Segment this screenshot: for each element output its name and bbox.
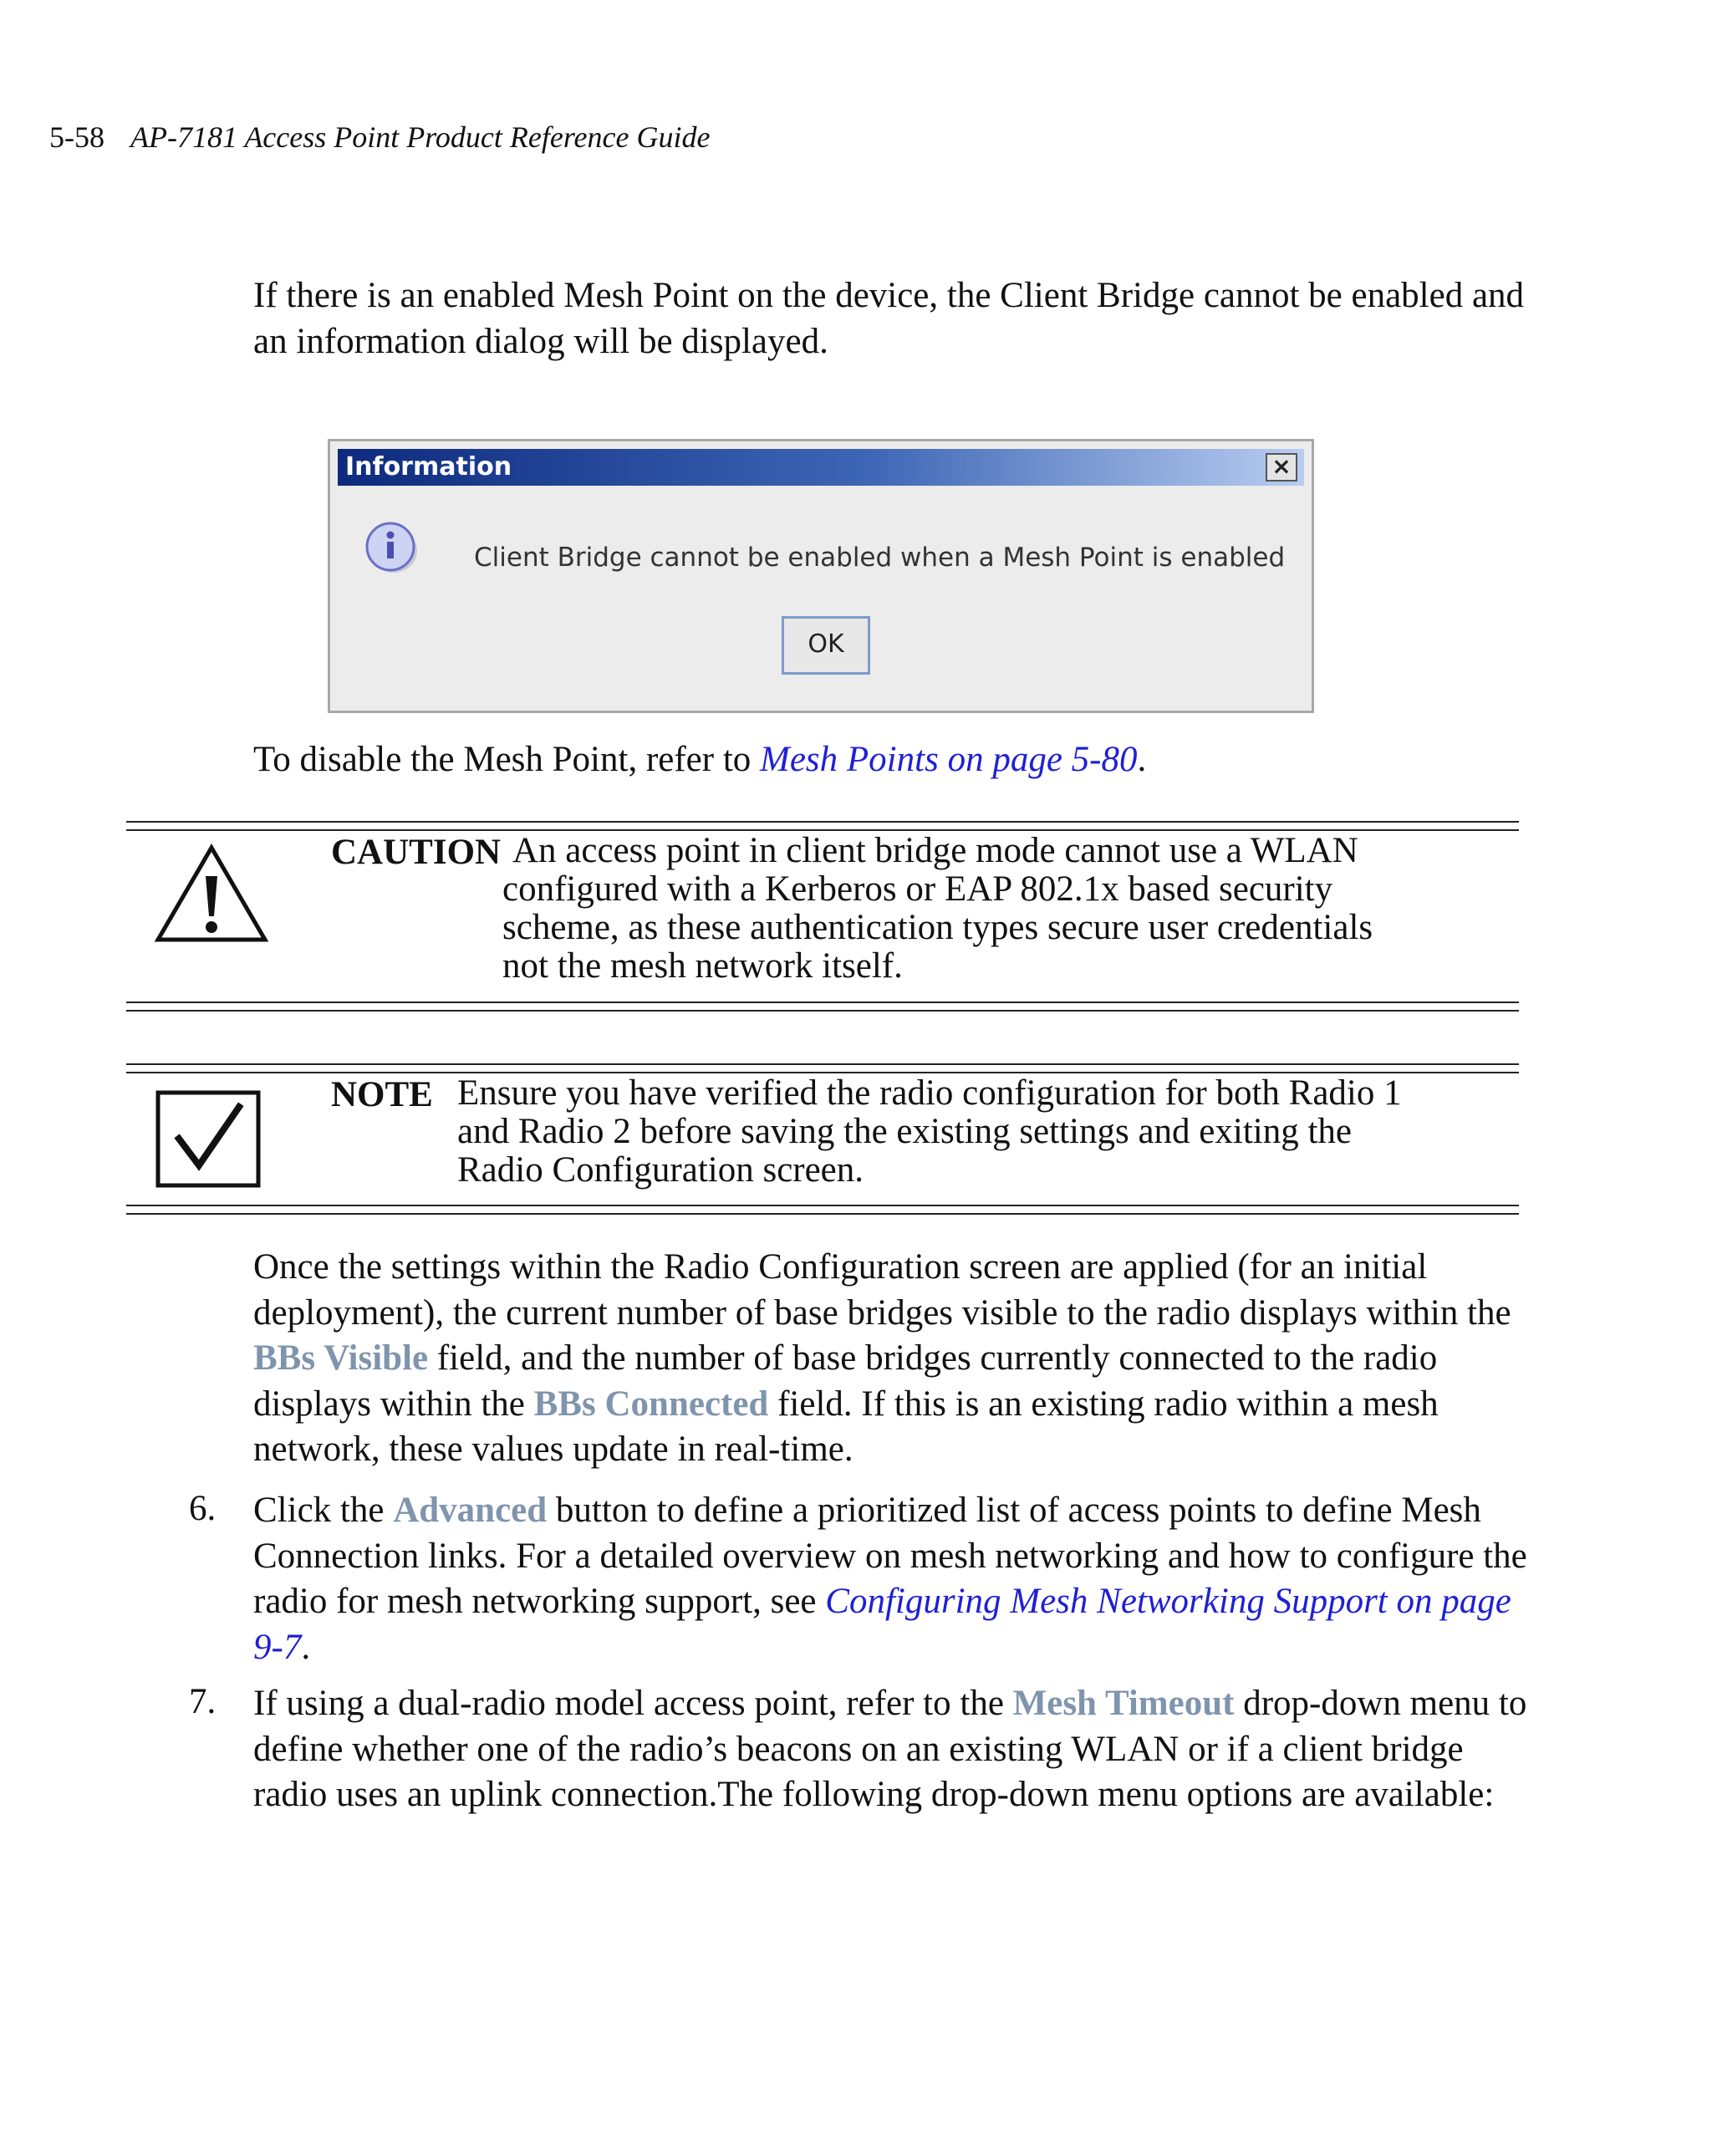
disable-prefix: To disable the Mesh Point, refer to	[253, 740, 761, 779]
warning-triangle-icon	[154, 843, 269, 945]
bbs-connected-term: BBs Connected	[533, 1384, 769, 1424]
step-7-number: 7.	[189, 1682, 217, 1721]
step-6-part-1: Click the	[253, 1491, 394, 1530]
step-6-text	[253, 1488, 1532, 1670]
caution-line-4: not the mesh network itself.	[502, 946, 903, 986]
note-line-3: Radio Configuration screen.	[457, 1150, 864, 1190]
dialog-title: Information	[345, 452, 512, 482]
step-6-part-2: button to define a prioritized list of access points to define Mesh Connection links. For a detailed overview on mesh networking and how to configure the radio for mesh networking support, see	[253, 1491, 1527, 1621]
note-line-1: Ensure you have verified the radio configuration for both Radio 1	[457, 1073, 1402, 1113]
step-6-part-3: .	[301, 1627, 311, 1667]
step-7-part-1: If using a dual-radio model access point, refer to the	[253, 1684, 1013, 1723]
close-icon[interactable]: ×	[1266, 453, 1297, 482]
note-rule-top-1	[126, 1063, 1519, 1065]
disable-paragraph	[253, 737, 1532, 783]
note-rule-bottom-1	[126, 1205, 1519, 1206]
bbs-visible-term: BBs Visible	[253, 1338, 429, 1378]
dialog-titlebar	[338, 449, 1304, 486]
settings-text-2: field, and the number of base bridges currently connected to the radio displays within the	[253, 1338, 1438, 1424]
settings-text-1: Once the settings within the Radio Configuration screen are applied (for an initial deployment), the current number of base bridges visible to the radio displays within the	[253, 1247, 1511, 1333]
disable-suffix: .	[1137, 740, 1147, 779]
caution-text	[502, 831, 1449, 986]
caution-rule-bottom-1	[126, 1002, 1519, 1003]
mesh-timeout-term: Mesh Timeout	[1012, 1684, 1235, 1723]
page-number: 5-58	[49, 120, 104, 154]
caution-label: CAUTION	[331, 833, 502, 872]
caution-line-1: An access point in client bridge mode cannot use a WLAN	[512, 831, 1358, 870]
step-6-number: 6.	[189, 1489, 217, 1528]
ok-button[interactable]: OK	[782, 616, 870, 675]
step-7-text	[253, 1681, 1532, 1818]
step-7-part-2: drop-down menu to define whether one of the radio’s beacons on an existing WLAN or if a client bridge radio uses an uplink connection.The following drop-down menu options are available:	[253, 1684, 1527, 1814]
note-label: NOTE	[331, 1075, 433, 1114]
caution-rule-top-1	[126, 821, 1519, 823]
settings-text-3: field. If this is an existing radio within a mesh network, these values update in real-time.	[253, 1384, 1439, 1469]
caution-line-3: scheme, as these authentication types secure user credentials	[502, 908, 1373, 947]
guide-title: AP-7181 Access Point Product Reference Guide	[130, 120, 711, 154]
settings-paragraph	[253, 1245, 1532, 1473]
page-header	[49, 120, 710, 155]
note-text	[457, 1074, 1485, 1190]
caution-line-2: configured with a Kerberos or EAP 802.1x based security	[502, 869, 1333, 909]
mesh-points-link[interactable]: Mesh Points on page 5-80	[760, 740, 1138, 779]
checkbox-check-icon	[155, 1090, 261, 1188]
information-dialog	[328, 439, 1314, 713]
info-icon	[364, 519, 419, 574]
intro-paragraph: If there is an enabled Mesh Point on the device, the Client Bridge cannot be enabled and an information dialog will be displayed.	[253, 276, 1525, 361]
caution-rule-bottom-2	[126, 1010, 1519, 1012]
note-line-2: and Radio 2 before saving the existing settings and exiting the	[457, 1112, 1353, 1151]
configuring-mesh-link[interactable]: Configuring Mesh Networking Support on page 9-7	[253, 1582, 1511, 1667]
advanced-term: Advanced	[393, 1491, 548, 1530]
note-rule-bottom-2	[126, 1213, 1519, 1215]
dialog-message: Client Bridge cannot be enabled when a Mesh Point is enabled	[474, 543, 1286, 573]
